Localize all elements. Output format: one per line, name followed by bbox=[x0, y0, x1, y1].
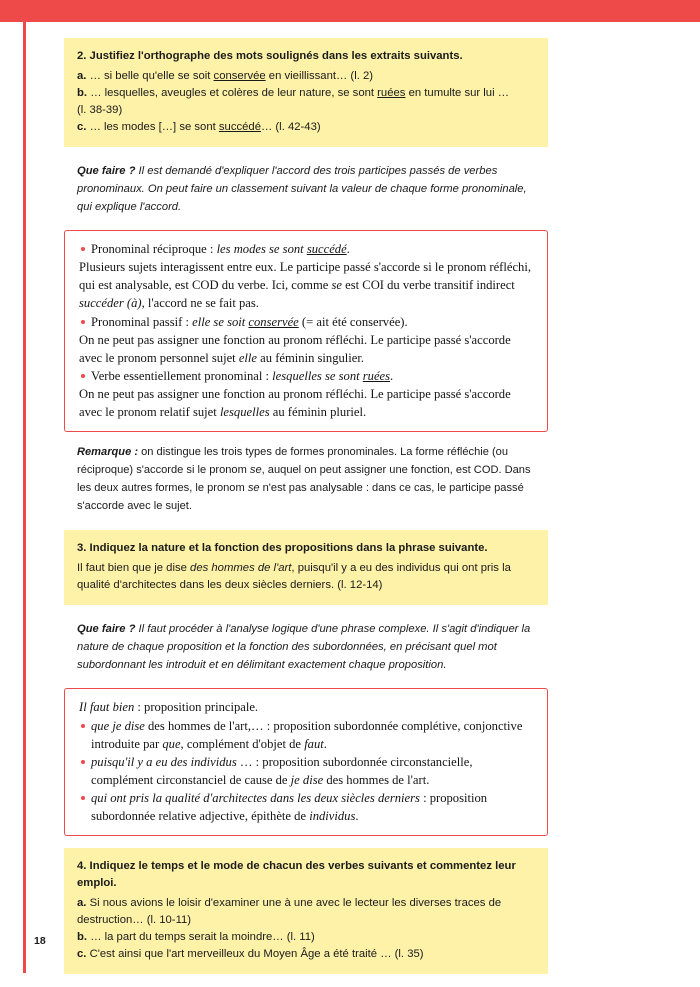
answer-line: On ne peut pas assigner une fonction au pronom réfléchi. Le participe passé s'accorde avec le pronom personnel sujet elle au féminin singulier. bbox=[79, 332, 511, 365]
item-text-a-underlined: conservée bbox=[213, 69, 266, 82]
item-text-a-before: … si belle qu'elle se soit bbox=[89, 69, 214, 82]
item-text-c-after: … (l. 42-43) bbox=[260, 120, 321, 133]
question-2-answer-box bbox=[64, 230, 548, 432]
item-label-b: b. bbox=[77, 931, 88, 944]
answer-line: On ne peut pas assigner une fonction au pronom réfléchi. Le participe passé s'accorde avec le pronom relatif sujet lesquelles au féminin pluriel. bbox=[79, 387, 511, 420]
item-label-c: c. bbox=[77, 948, 87, 961]
item-label-a: a. bbox=[77, 69, 87, 82]
question-2-block bbox=[64, 38, 548, 147]
item-text-a: Si nous avions le loisir d'examiner une à une avec le lecteur les diverses traces de destruction… (l. 10-11) bbox=[77, 897, 502, 927]
item-text-b-before: … lesquelles, aveugles et colères de leur nature, se sont bbox=[90, 86, 378, 99]
answer-line: Il faut bien : proposition principale. bbox=[79, 700, 259, 715]
question-2-quefaire bbox=[64, 160, 548, 218]
question-4-item-c bbox=[77, 946, 535, 963]
question-2-remark bbox=[64, 444, 548, 516]
item-text-c: C'est ainsi que l'art merveilleux du Moyen Âge a été traité … (l. 35) bbox=[89, 948, 424, 961]
question-4-item-a bbox=[77, 895, 535, 929]
remark-label: Remarque : bbox=[77, 446, 139, 459]
answer-line: Verbe essentiellement pronominal : lesquelles se sont ruées. bbox=[79, 367, 533, 385]
question-4-block bbox=[64, 848, 548, 974]
question-3-quefaire bbox=[64, 618, 548, 676]
item-text-b-underlined: ruées bbox=[377, 86, 406, 99]
page-content bbox=[64, 38, 548, 987]
question-2-item-b-cont: (l. 38-39) bbox=[77, 103, 123, 116]
item-text-b: … la part du temps serait la moindre… (l. 11) bbox=[90, 931, 315, 944]
item-text-c-before: … les modes […] se sont bbox=[89, 120, 219, 133]
question-3-block bbox=[64, 530, 548, 605]
item-text-a-after: en vieillissant… (l. 2) bbox=[265, 69, 374, 82]
quefaire-text-2: Il est demandé d'expliquer l'accord des trois participes passés de verbes pronominaux. On peut faire un classement suivant la valeur de chaque forme pronominale, qui explique l'accord. bbox=[77, 164, 527, 213]
question-2-item-b bbox=[77, 85, 535, 102]
question-3-answer-box bbox=[64, 688, 548, 836]
question-3-title: 3. Indiquez la nature et la fonction des propositions dans la phrase suivante. bbox=[77, 542, 488, 555]
answer-line: qui ont pris la qualité d'architectes dans les deux siècles derniers : proposition subordonnée relative adjective, épithète de individus. bbox=[79, 789, 533, 825]
answer-line: puisqu'il y a eu des individus … : proposition subordonnée circonstancielle, complément circonstanciel de cause de je dise des hommes de l'art. bbox=[79, 753, 533, 789]
item-text-b-after: en tumulte sur lui … bbox=[405, 86, 510, 99]
answer-line: Pronominal réciproque : les modes se sont succédé. bbox=[79, 240, 533, 258]
item-label-c: c. bbox=[77, 120, 87, 133]
question-4-item-b bbox=[77, 929, 535, 946]
question-2-item-a bbox=[77, 68, 535, 85]
quefaire-text-3: Il faut procéder à l'analyse logique d'une phrase complexe. Il s'agit d'indiquer la nature de chaque proposition et la fonction des subordonnées, en précisant quel mot subordonnant les introduit et en délimitant exactement chaque proposition. bbox=[77, 623, 531, 672]
answer-line: Plusieurs sujets interagissent entre eux. Le participe passé s'accorde si le pronom réfléchi, qui est analysable, est COD du verbe. Ici, comme se est COI du verbe transitif indirect succéder (à), l'accord ne se fait pas. bbox=[79, 260, 531, 311]
quefaire-label-2: Que faire ? bbox=[77, 164, 136, 177]
question-4-title: 4. Indiquez le temps et le mode de chacun des verbes suivants et commentez leur emploi. bbox=[77, 860, 516, 890]
left-red-rule bbox=[23, 0, 26, 973]
question-3-body: Il faut bien que je dise des hommes de l'art, puisqu'il y a eu des individus qui ont pris la qualité d'architectes dans les deux siècles derniers. (l. 12-14) bbox=[77, 562, 511, 592]
item-label-b: b. bbox=[77, 86, 88, 99]
answer-line: que je dise des hommes de l'art,… : proposition subordonnée complétive, conjonctive introduite par que, complément d'objet de faut. bbox=[79, 717, 533, 753]
page-number: 18 bbox=[34, 935, 46, 947]
top-red-band bbox=[0, 0, 700, 22]
item-text-c-underlined: succédé bbox=[218, 120, 261, 133]
remark-text: on distingue les trois types de formes pronominales. La forme réfléchie (ou réciproque) s'accorde si le pronom se, auquel on peut assigner une fonction, est COD. Dans les deux autres formes, le pronom se n'est pas analysable : dans ce cas, le participe passé s'accorde avec le sujet. bbox=[77, 446, 531, 513]
quefaire-label-3: Que faire ? bbox=[77, 623, 136, 636]
answer-line: Pronominal passif : elle se soit conservée (= ait été conservée). bbox=[79, 313, 533, 331]
question-2-item-c bbox=[77, 119, 535, 136]
question-2-title: 2. Justifiez l'orthographe des mots soulignés dans les extraits suivants. bbox=[77, 50, 463, 62]
item-label-a: a. bbox=[77, 897, 87, 910]
